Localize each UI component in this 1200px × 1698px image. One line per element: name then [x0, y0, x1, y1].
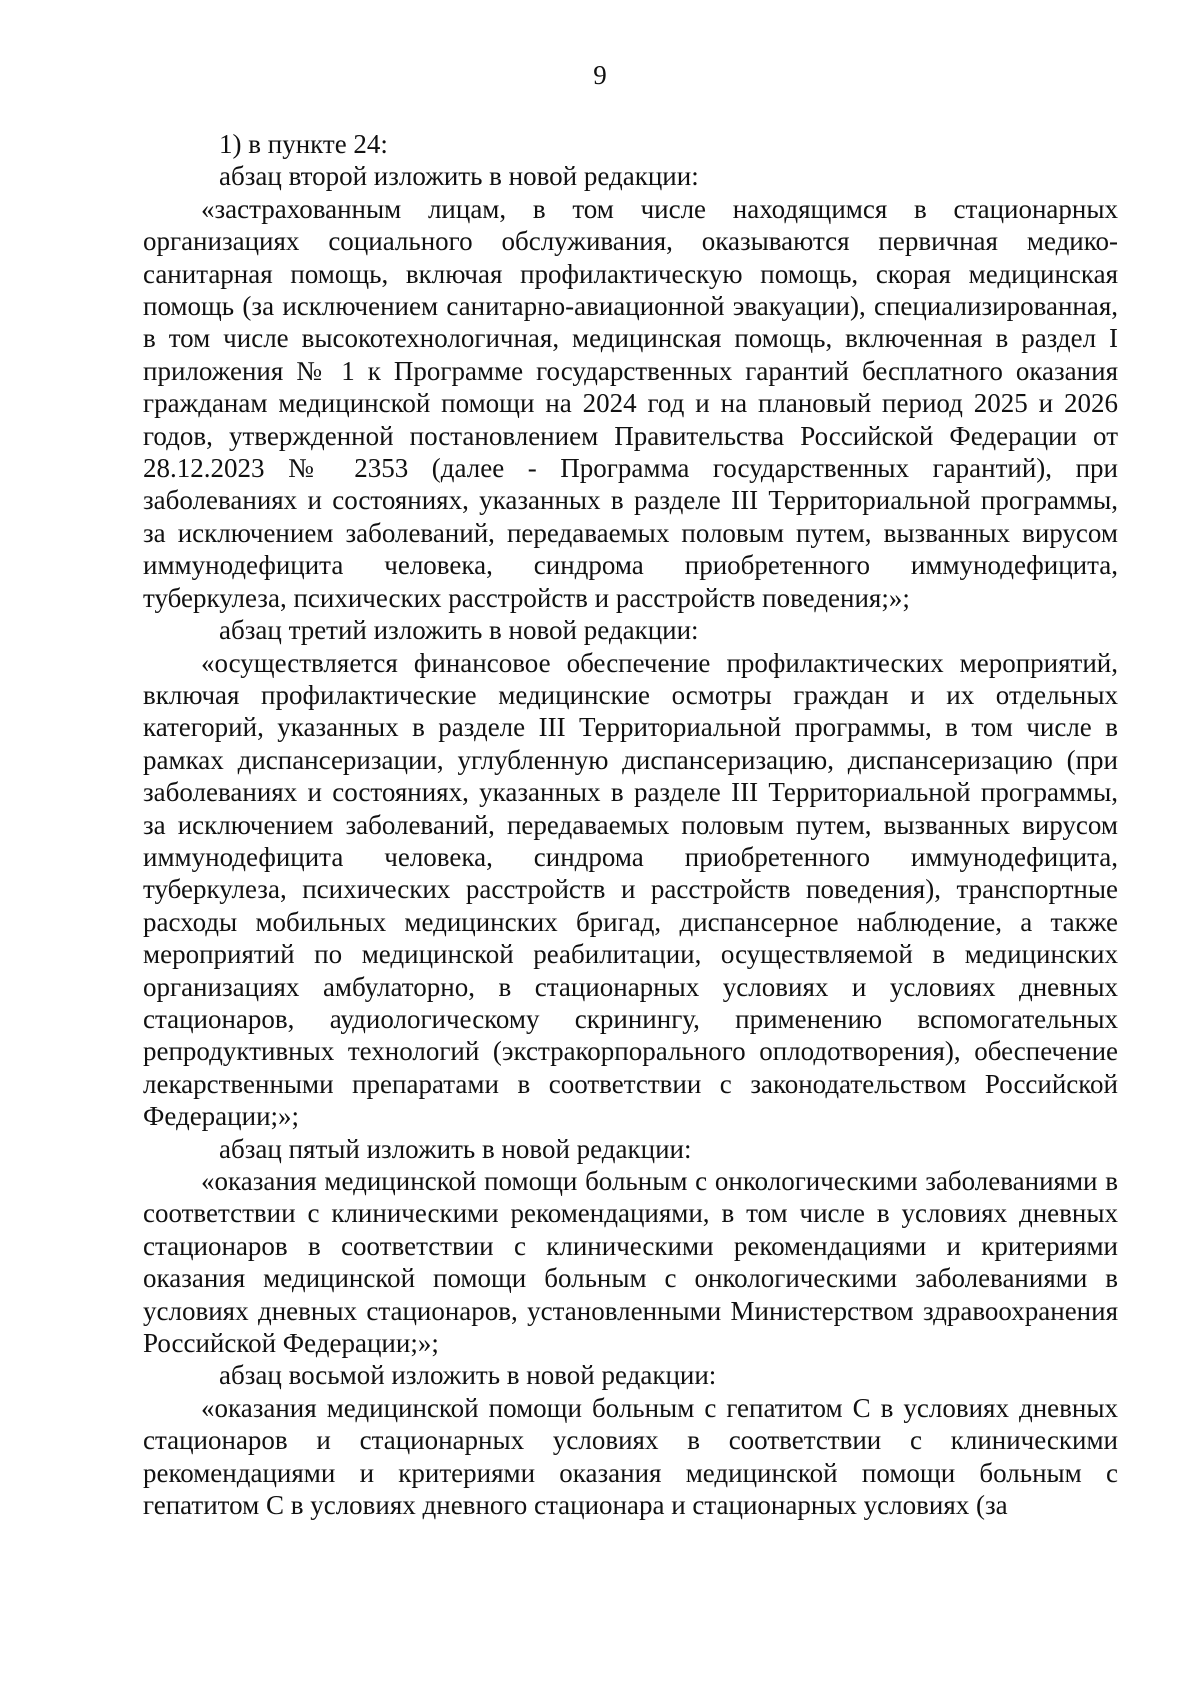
- quoted-paragraph-8: «оказания медицинской помощи больным с гепатитом С в условиях дневных стационаров и стационарных условиях в соответствии с клиническими рекомендациями и критериями оказания медицинской помощи больным с гепатитом С в условиях дневного стационара и стационарных условиях (за: [143, 1392, 1118, 1521]
- document-body: [143, 128, 1118, 1521]
- instruction-paragraph-2: абзац второй изложить в новой редакции:: [219, 161, 699, 192]
- instruction-paragraph-5: абзац пятый изложить в новой редакции:: [219, 1133, 692, 1164]
- page-number: 9: [593, 60, 607, 90]
- quoted-paragraph-5: «оказания медицинской помощи больным с онкологическими заболеваниями в соответствии с клиническими рекомендациями, в том числе в условиях дневных стационаров в соответствии с клиническими рекомендациями и критериями оказания медицинской помощи больным с онкологическими заболеваниями в условиях дневных стационаров, установленными Министерством здравоохранения Российской Федерации;»;: [143, 1166, 1118, 1359]
- quoted-paragraph-2: «застрахованным лицам, в том числе находящимся в стационарных организациях социального обслуживания, оказываются первичная медико-санитарная помощь, включая профилактическую помощь, скорая медицинская помощь (за исключением санитарно-авиационной эвакуации), специализированная, в том числе высокотехнологичная, медицинская помощь, включенная в раздел I приложения № 1 к Программе государственных гарантий бесплатного оказания гражданам медицинской помощи на 2024 год и на плановый период 2025 и 2026 годов, утвержденной постановлением Правительства Российской Федерации от 28.12.2023 № 2353 (далее - Программа государственных гарантий), при заболеваниях и состояниях, указанных в разделе III Территориальной программы, за исключением заболеваний, передаваемых половым путем, вызванных вирусом иммунодефицита человека, синдрома приобретенного иммунодефицита, туберкулеза, психических расстройств и расстройств поведения;»;: [143, 193, 1118, 613]
- amendment-item: 1) в пункте 24:: [219, 129, 388, 159]
- quoted-paragraph-3: «осуществляется финансовое обеспечение профилактических мероприятий, включая профилактические медицинские осмотры граждан и их отдельных категорий, указанных в разделе III Территориальной программы, в том числе в рамках диспансеризации, углубленную диспансеризацию, диспансеризацию (при заболеваниях и состояниях, указанных в разделе III Территориальной программы, за исключением заболеваний, передаваемых половым путем, вызванных вирусом иммунодефицита человека, синдрома приобретенного иммунодефицита, туберкулеза, психических расстройств и расстройств поведения), транспортные расходы мобильных медицинских бригад, диспансерное наблюдение, а также мероприятий по медицинской реабилитации, осуществляемой в медицинских организациях амбулаторно, в стационарных условиях и условиях дневных стационаров, аудиологическому скринингу, применению вспомогательных репродуктивных технологий (экстракорпорального оплодотворения), обеспечение лекарственными препаратами в соответствии с законодательством Российской Федерации;»;: [143, 647, 1118, 1132]
- instruction-paragraph-3: абзац третий изложить в новой редакции:: [219, 615, 699, 646]
- instruction-paragraph-8: абзац восьмой изложить в новой редакции:: [219, 1360, 717, 1391]
